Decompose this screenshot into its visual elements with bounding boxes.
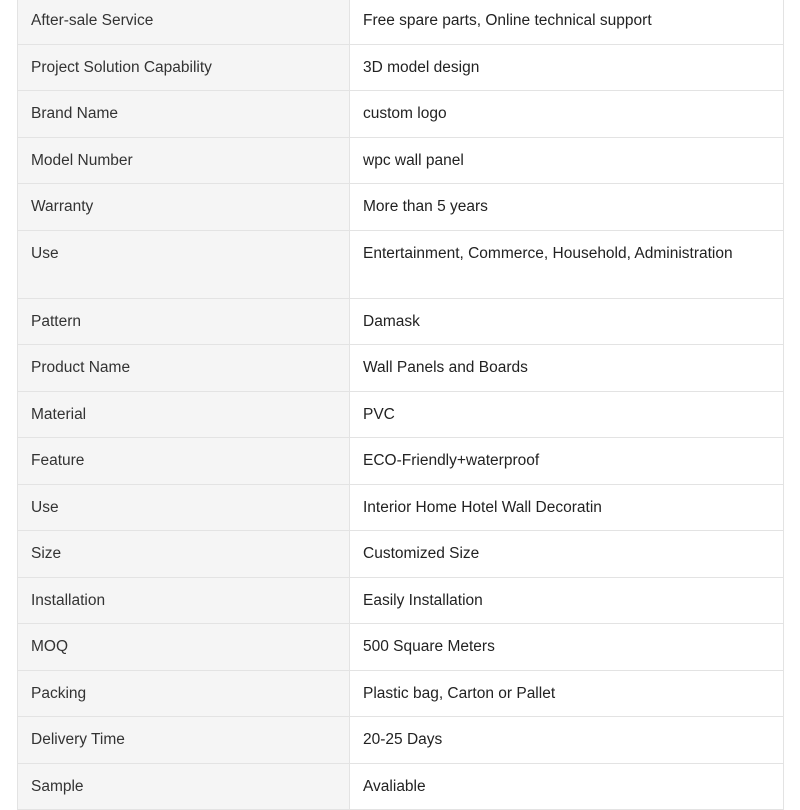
table-row bbox=[18, 484, 784, 531]
spec-label: Feature bbox=[18, 438, 350, 485]
spec-value: 3D model design bbox=[350, 44, 784, 91]
spec-label: Use bbox=[18, 484, 350, 531]
table-row bbox=[18, 670, 784, 717]
spec-label: After-sale Service bbox=[18, 0, 350, 44]
spec-value: Customized Size bbox=[350, 531, 784, 578]
table-row bbox=[18, 184, 784, 231]
spec-value: ECO-Friendly+waterproof bbox=[350, 438, 784, 485]
spec-value: Easily Installation bbox=[350, 577, 784, 624]
table-row bbox=[18, 624, 784, 671]
table-row bbox=[18, 345, 784, 392]
product-spec-table bbox=[17, 0, 784, 810]
spec-label: Packing bbox=[18, 670, 350, 717]
spec-value: PVC bbox=[350, 391, 784, 438]
table-row bbox=[18, 438, 784, 485]
spec-value: custom logo bbox=[350, 91, 784, 138]
spec-label: Material bbox=[18, 391, 350, 438]
table-row bbox=[18, 298, 784, 345]
spec-table-body bbox=[18, 0, 784, 810]
spec-value: Free spare parts, Online technical support bbox=[350, 0, 784, 44]
spec-value: Damask bbox=[350, 298, 784, 345]
table-row bbox=[18, 44, 784, 91]
spec-label: Project Solution Capability bbox=[18, 44, 350, 91]
spec-label: Pattern bbox=[18, 298, 350, 345]
spec-label: Use bbox=[18, 230, 350, 298]
spec-value: More than 5 years bbox=[350, 184, 784, 231]
spec-label: Delivery Time bbox=[18, 717, 350, 764]
table-row bbox=[18, 763, 784, 810]
spec-label: Product Name bbox=[18, 345, 350, 392]
table-row bbox=[18, 91, 784, 138]
spec-value: 500 Square Meters bbox=[350, 624, 784, 671]
spec-label: Model Number bbox=[18, 137, 350, 184]
spec-value: Interior Home Hotel Wall Decoratin bbox=[350, 484, 784, 531]
table-row bbox=[18, 391, 784, 438]
spec-label: Installation bbox=[18, 577, 350, 624]
spec-label: MOQ bbox=[18, 624, 350, 671]
spec-label: Warranty bbox=[18, 184, 350, 231]
spec-value: Entertainment, Commerce, Household, Administration bbox=[350, 230, 784, 298]
table-row bbox=[18, 717, 784, 764]
table-row bbox=[18, 531, 784, 578]
spec-value: 20-25 Days bbox=[350, 717, 784, 764]
spec-value: Avaliable bbox=[350, 763, 784, 810]
spec-value: wpc wall panel bbox=[350, 137, 784, 184]
spec-label: Size bbox=[18, 531, 350, 578]
table-row bbox=[18, 230, 784, 298]
spec-label: Sample bbox=[18, 763, 350, 810]
table-row bbox=[18, 137, 784, 184]
spec-value: Wall Panels and Boards bbox=[350, 345, 784, 392]
table-row bbox=[18, 0, 784, 44]
spec-value: Plastic bag, Carton or Pallet bbox=[350, 670, 784, 717]
table-row bbox=[18, 577, 784, 624]
spec-label: Brand Name bbox=[18, 91, 350, 138]
